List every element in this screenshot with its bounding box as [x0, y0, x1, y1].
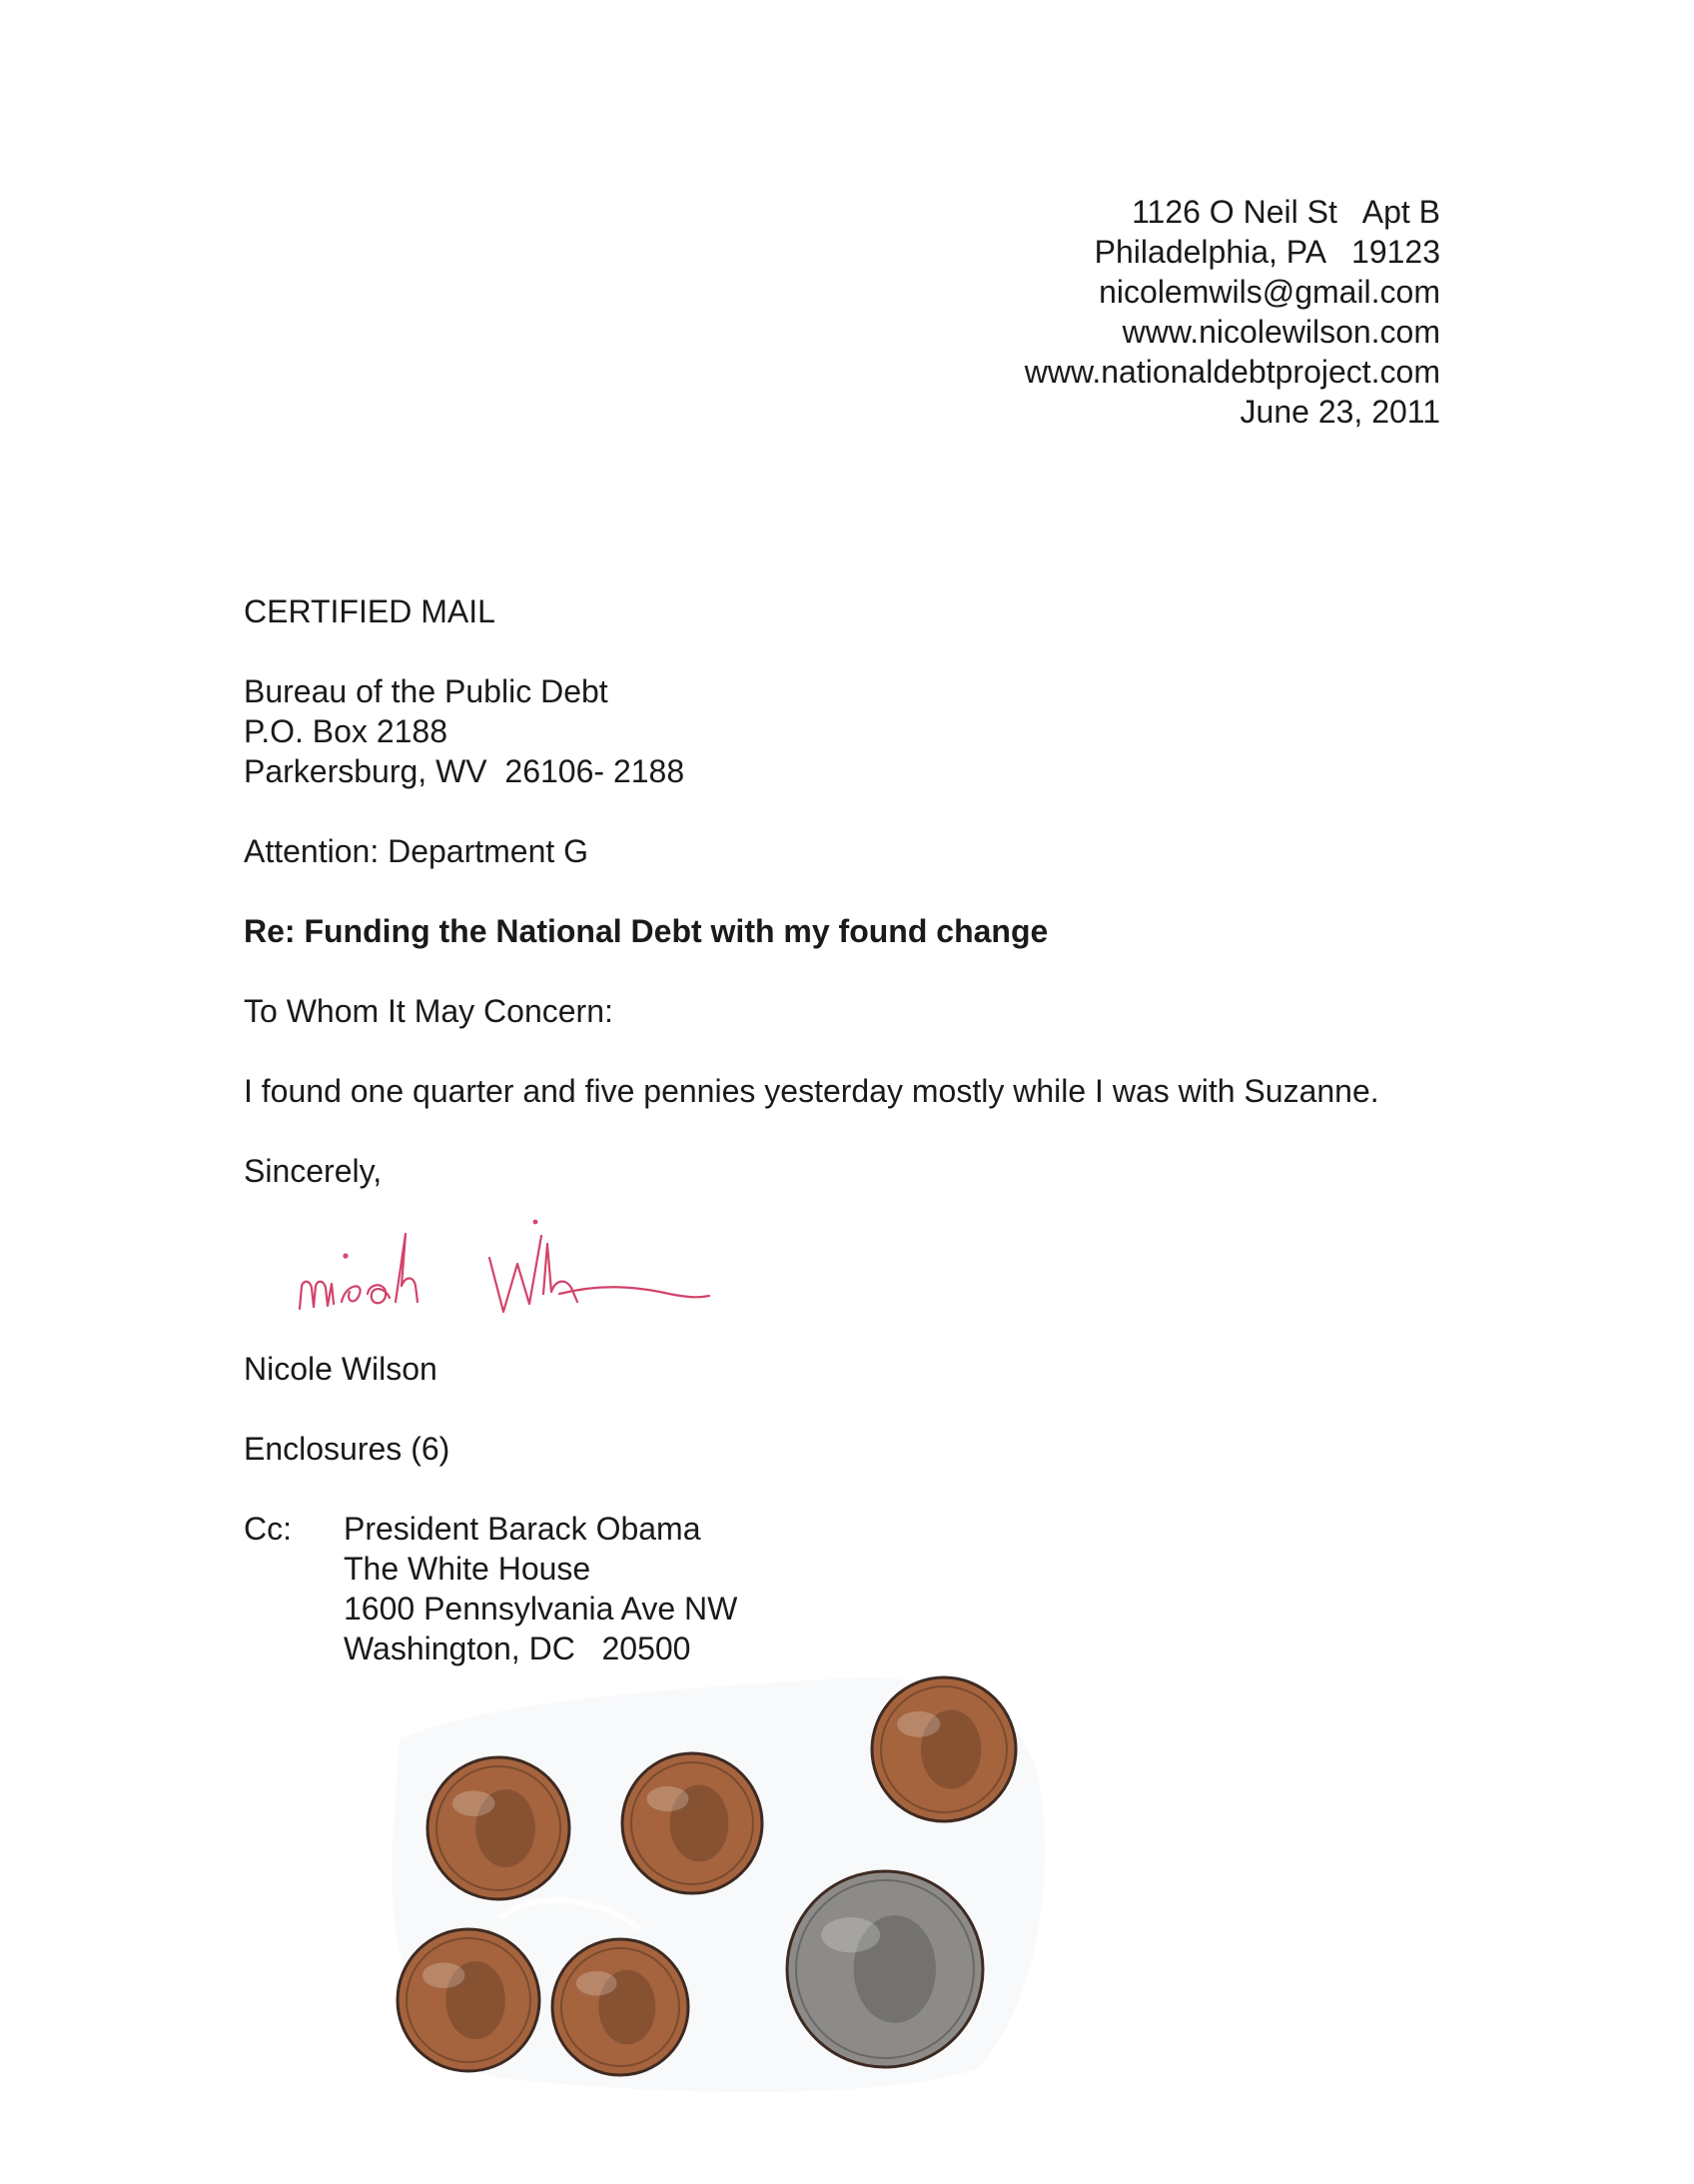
- sender-city: Philadelphia, PA 19123: [1094, 234, 1440, 270]
- certified-mail-label: CERTIFIED MAIL: [244, 593, 495, 629]
- cc-city: Washington, DC 20500: [344, 1631, 691, 1666]
- handwritten-signature: [290, 1214, 729, 1324]
- cc-name: President Barack Obama: [344, 1511, 701, 1547]
- penny-coin: [395, 1926, 542, 2074]
- salutation: To Whom It May Concern:: [244, 993, 613, 1029]
- signer-name: Nicole Wilson: [244, 1351, 437, 1387]
- enclosed-coins-photo: [380, 1658, 1059, 2098]
- enclosures-note: Enclosures (6): [244, 1431, 450, 1467]
- quarter-coin: [784, 1868, 986, 2070]
- recipient-name: Bureau of the Public Debt: [244, 673, 608, 709]
- cc-label: Cc:: [244, 1511, 292, 1547]
- recipient-city: Parkersburg, WV 26106- 2188: [244, 753, 685, 789]
- cc-address: [344, 1509, 737, 1668]
- letter-date: June 23, 2011: [1240, 394, 1440, 430]
- cc-org: The White House: [344, 1551, 591, 1587]
- subject-line: Re: Funding the National Debt with my found change: [244, 913, 1049, 949]
- sender-website: www.nicolewilson.com: [1122, 314, 1440, 350]
- sender-address: [1025, 192, 1440, 432]
- attention-line: Attention: Department G: [244, 833, 589, 869]
- penny-coin: [869, 1674, 1019, 1824]
- sender-street: 1126 O Neil St Apt B: [1132, 194, 1440, 230]
- sender-email: nicolemwils@gmail.com: [1099, 274, 1440, 310]
- cc-street: 1600 Pennsylvania Ave NW: [344, 1591, 738, 1627]
- penny-coin: [619, 1750, 765, 1896]
- penny-coin: [549, 1936, 691, 2078]
- recipient-address: [244, 671, 684, 791]
- recipient-box: P.O. Box 2188: [244, 713, 447, 749]
- penny-coin: [424, 1754, 572, 1902]
- closing: Sincerely,: [244, 1153, 383, 1189]
- letter-body: I found one quarter and five pennies yesterday mostly while I was with Suzanne.: [244, 1073, 1379, 1109]
- signature-strokes: [300, 1221, 709, 1312]
- project-website: www.nationaldebtproject.com: [1024, 354, 1440, 390]
